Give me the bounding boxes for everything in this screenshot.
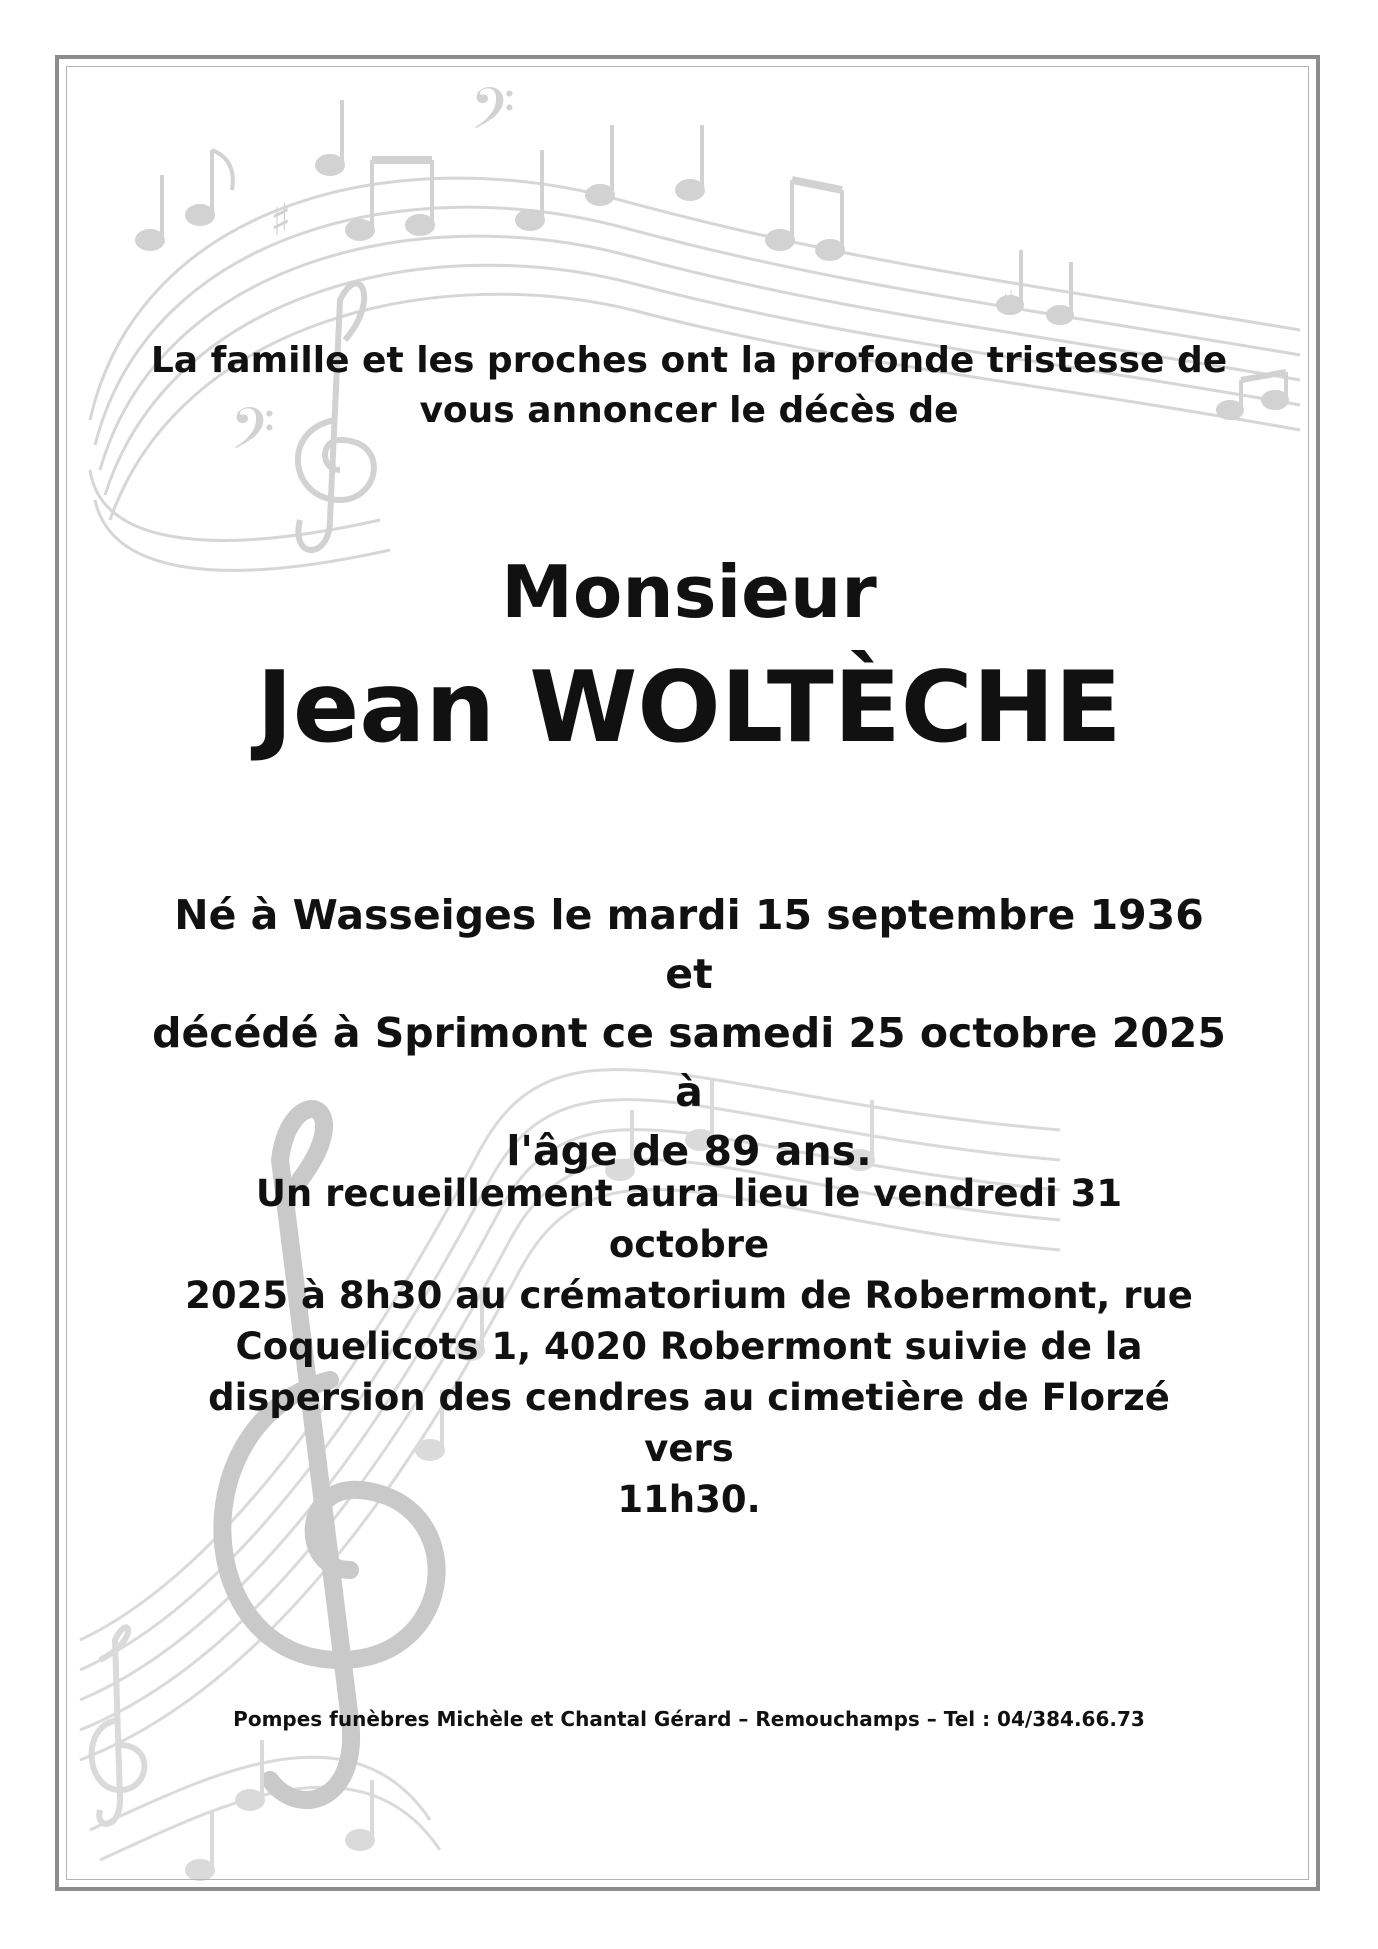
funeral-home-footer: Pompes funèbres Michèle et Chantal Gérard – Remouchamps – Tel : 04/384.66.73 [233,1707,1145,1731]
ceremony-line: 11h30. [617,1478,761,1521]
details-line: l'âge de 89 ans. [506,1127,872,1175]
svg-text:𝄢: 𝄢 [470,75,516,157]
ceremony-line: Un recueillement aura lieu le vendredi 31 octobre [255,1172,1123,1266]
svg-text:♯: ♯ [1000,284,1017,324]
honorific: Monsieur [501,550,877,634]
ceremony-line: Coquelicots 1, 4020 Robermont suivie de la [235,1325,1143,1368]
birth-death-details [150,886,1228,1181]
intro-line: vous annoncer le décès de [419,390,959,431]
ceremony-line: 2025 à 8h30 au crématorium de Robermont, rue [185,1274,1193,1317]
intro-text [150,336,1228,436]
details-line: décédé à Sprimont ce samedi 25 octobre 2025 à [152,1009,1226,1116]
intro-line: La famille et les proches ont la profonde tristesse de [150,340,1228,381]
details-line: Né à Wasseiges le mardi 15 septembre 1936 et [174,891,1204,998]
ceremony-line: dispersion des cendres au cimetière de Florzé vers [208,1376,1170,1470]
ceremony-details [180,1168,1198,1525]
svg-text:♯: ♯ [270,195,292,246]
svg-text:𝄢: 𝄢 [230,395,276,477]
deceased-name: Jean WOLTÈCHE [256,651,1122,765]
